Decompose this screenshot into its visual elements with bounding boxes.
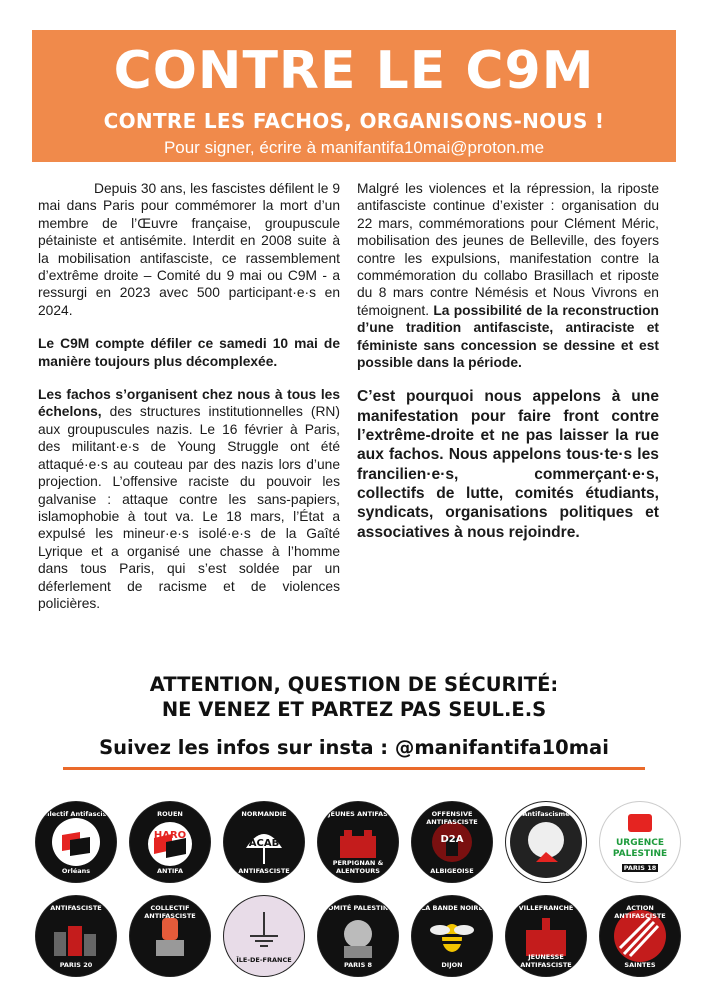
logo-antifascisme: Antifascisme bbox=[506, 802, 586, 882]
logo-rouen: ROUEN HARO ANTIFA bbox=[130, 802, 210, 882]
logo-normandie: NORMANDIE ACAB ANTIFASCISTE bbox=[224, 802, 304, 882]
logo-grid bbox=[30, 800, 680, 980]
paragraph: Les fachos s’organisent chez nous à tous les échelons, des structures institutionnelles (RN) aux groupuscules nazis. Le 16 février à Paris, des militant·e·s de Young Struggle ont été attaqué·e·s au couteau par des nazis lors d’une projection. L’offensive raciste du pouvoir les galvanise : attaque contre les sans-papiers, islamophobie à tout va. Le 18 mars, l’État a expulsé les mineur·e·s isolé·e·s de la Gaîté Lyrique et a organisé une chasse à l’homme dans tous Paris, qui s’est soldée par un déferlement de racisme et de violences policières. bbox=[38, 387, 340, 611]
logo-bande-noire: LA BANDE NOIRE DIJON bbox=[412, 896, 492, 976]
right-column bbox=[357, 180, 659, 558]
logo-perpignan: JEUNES ANTIFAS PERPIGNAN & ALENTOURS bbox=[318, 802, 398, 882]
header-banner bbox=[32, 30, 676, 162]
instagram-line: Suivez les infos sur insta : @manifantifa10mai bbox=[99, 736, 609, 759]
page-subtitle: CONTRE LES FACHOS, ORGANISONS-NOUS ! bbox=[103, 109, 605, 133]
logo-villefranche: VILLEFRANCHE JEUNESSE ANTIFASCISTE bbox=[506, 896, 586, 976]
divider bbox=[63, 767, 645, 770]
logo-collectif-antifasciste: COLLECTIF ANTIFASCISTE bbox=[130, 896, 210, 976]
paragraph: Le C9M compte défiler ce samedi 10 mai de manière toujours plus décomplexée. bbox=[38, 336, 340, 369]
logo-ile-de-france: ÎLE-DE-FRANCE bbox=[224, 896, 304, 976]
logo-paris20: ANTIFASCISTE PARIS 20 bbox=[36, 896, 116, 976]
paragraph: Depuis 30 ans, les fascistes défilent le 9 mai dans Paris pour commémorer la mort d’un membre de l’Œuvre française, groupuscule pétainiste et antisémite. Interdit en 2008 suite à la mobilisation antifasciste, ce rassemblement d’extrême droite – Comité du 9 mai ou C9M - a ressurgi en 2023 avec 500 participant·e·s en 2024. bbox=[38, 181, 340, 318]
logo-albigeoise: OFFENSIVE ANTIFASCISTE D2A ALBIGEOISE bbox=[412, 802, 492, 882]
text-columns bbox=[38, 180, 672, 640]
logo-comite-palestine: COMITÉ PALESTINE PARIS 8 bbox=[318, 896, 398, 976]
call-to-action: C’est pourquoi nous appelons à une manifestation pour faire front contre l’extrême-droite et ne pas laisser la rue aux fachos. Nous appelons tous·te·s les francilien·e·s, commerçant·e·s, collectifs de lutte, comités étudiants, syndicats, organisations politiques et associatives à nous rejoindre. bbox=[357, 388, 659, 541]
left-column bbox=[38, 180, 340, 628]
paragraph: Malgré les violences et la répression, la riposte antifasciste continue d’exister : organisation du 22 mars, commémorations pour Clément Méric, mobilisation des jeunes de Belleville, des foyers contre les expulsions, manifestation contre la commémoration du collabo Brasillach et riposte du 8 mars contre Némésis et Nous Vivrons en témoignent. La possibilité de la reconstruction d’une tradition antifasciste, antiraciste et féministe sans concession se dessine et est possible dans la période. bbox=[357, 181, 659, 371]
security-warning: ATTENTION, QUESTION DE SÉCURITÉ: NE VENEZ ET PARTEZ PAS SEUL.E.S bbox=[149, 673, 559, 721]
logo-orleans: Collectif Antifasciste Orléans bbox=[36, 802, 116, 882]
page-title: CONTRE LE C9M bbox=[113, 41, 595, 101]
logo-saintes: ACTION ANTIFASCISTE SAINTES bbox=[600, 896, 680, 976]
logo-urgence-palestine: URGENCE PALESTINE PARIS 18 bbox=[600, 802, 680, 882]
ground-icon bbox=[224, 896, 304, 976]
contact-line: Pour signer, écrire à manifantifa10mai@proton.me bbox=[163, 138, 545, 157]
